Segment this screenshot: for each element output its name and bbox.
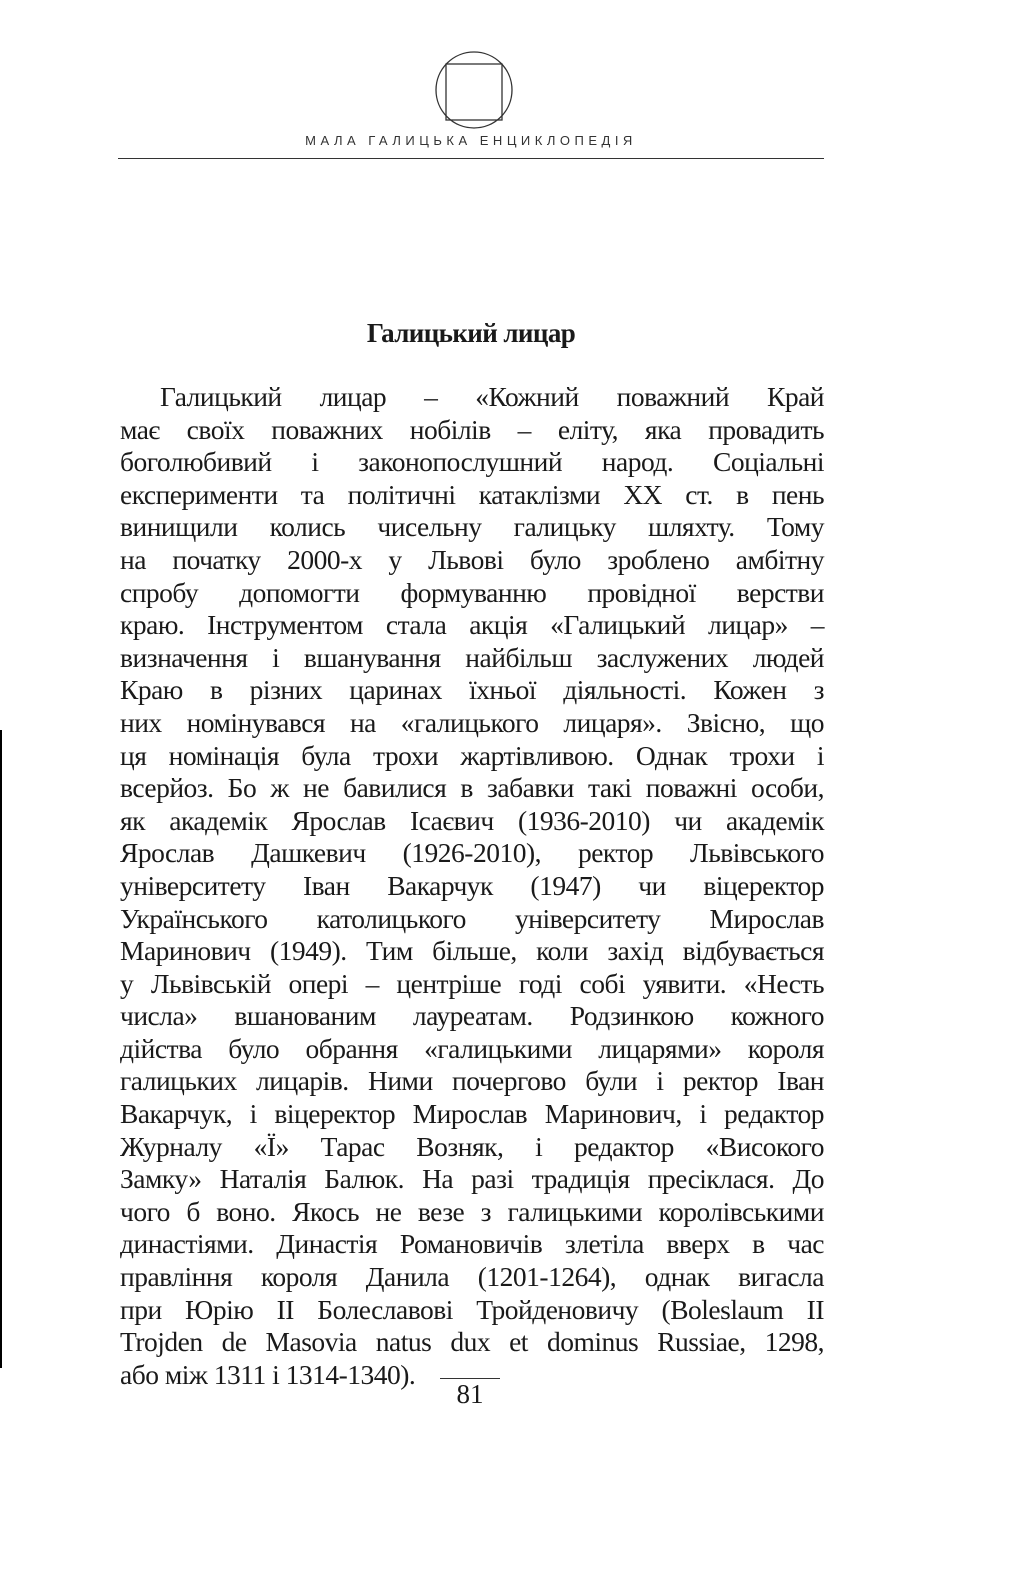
body-line: на початку 2000-х у Львові було зроблено амбітну <box>120 543 824 575</box>
body-line: чого б воно. Якось не везе з галицькими королівськими <box>120 1195 824 1227</box>
article-title: Галицький лицар <box>366 318 576 348</box>
body-line: Ярослав Дашкевич (1926-2010), ректор Львівського <box>120 837 824 869</box>
body-line: спробу допомогти формуванню провідної верстви <box>120 576 824 608</box>
article-body <box>120 381 824 1391</box>
body-line: дійства було обрання «галицькими лицарями» короля <box>120 1032 824 1064</box>
body-line: Маринович (1949). Тим більше, коли захід відбувається <box>120 935 824 967</box>
body-line: Журналу «Ї» Тарас Возняк, і редактор «Високого <box>120 1130 824 1162</box>
body-line: краю. Інструментом стала акція «Галицький лицар» – <box>120 609 824 641</box>
body-line: Замку» Наталія Балюк. На разі традиція пресіклася. До <box>120 1163 824 1195</box>
scan-edge-line <box>0 730 2 1368</box>
page-number: 81 <box>440 1378 500 1409</box>
header-divider <box>118 158 824 159</box>
body-line: галицьких лицарів. Ними почергово були і ректор Іван <box>120 1065 824 1097</box>
body-line: Trojden de Masovia natus dux et dominus Russiae, 1298, <box>120 1326 824 1358</box>
body-line: має своїх поважних нобілів – еліту, яка провадить <box>120 413 824 445</box>
body-line: боголюбивий і законопослушний народ. Соціальні <box>120 446 824 478</box>
body-line: всерйоз. Бо ж не бавилися в забавки такі поважні особи, <box>120 772 824 804</box>
body-line: династіями. Династія Романовичів злетіла вверх в час <box>120 1228 824 1260</box>
body-line: ця номінація була трохи жартівливою. Однак трохи і <box>120 739 824 771</box>
body-line: визначення і вшанування найбільш заслужених людей <box>120 641 824 673</box>
body-line: при Юрію ІІ Болеславові Тройденовичу (Boleslaum II <box>120 1293 824 1325</box>
body-line: Галицький лицар – «Кожний поважний Край <box>160 381 824 412</box>
body-line: правління короля Данила (1201-1264), однак вигасла <box>120 1261 824 1293</box>
body-line: Краю в різних царинах їхньої діяльності. Кожен з <box>120 674 824 706</box>
body-line: винищили колись чисельну галицьку шляхту. Тому <box>120 511 824 543</box>
body-line: університету Іван Вакарчук (1947) чи віцеректор <box>120 869 824 901</box>
body-line: або між 1311 і 1314-1340). <box>120 1358 416 1390</box>
body-line: них номінувався на «галицького лицаря». Звісно, що <box>120 706 824 738</box>
body-line: Українського католицького університету Мирослав <box>120 902 824 934</box>
body-line: числа» вшанованим лауреатам. Родзинкою кожного <box>120 1000 824 1032</box>
body-line: Вакарчук, і віцеректор Мирослав Маринович, і редактор <box>120 1098 824 1130</box>
encyclopedia-emblem-icon <box>434 50 514 130</box>
body-line: експерименти та політичні катаклізми ХХ ст. в пень <box>120 478 824 510</box>
body-line: у Львівській опері – центріше годі собі уявити. «Несть <box>120 967 824 999</box>
series-title: МАЛА ГАЛИЦЬКА ЕНЦИКЛОПЕДІЯ <box>305 133 637 148</box>
body-line: як академік Ярослав Ісаєвич (1936-2010) чи академік <box>120 804 824 836</box>
